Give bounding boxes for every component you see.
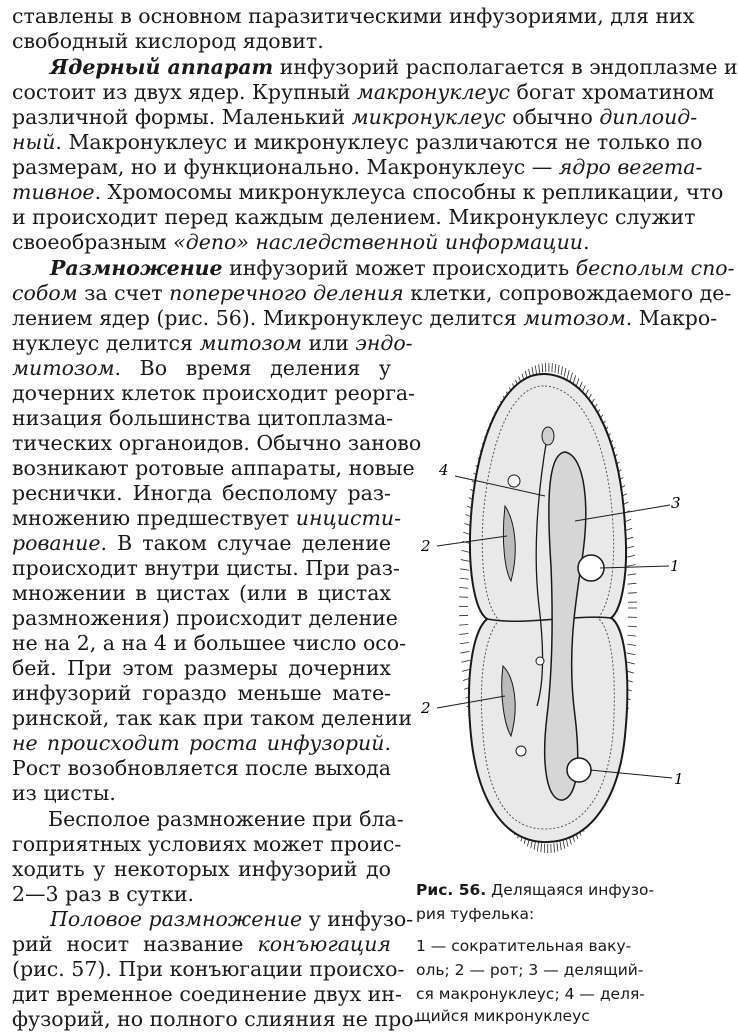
text-run: . — [384, 731, 391, 755]
text-run: поперечного деления — [169, 281, 404, 305]
text-run: . Макронуклеус и микронуклеус различаются не только по — [55, 130, 702, 154]
text-run: Ядерный аппарат — [50, 55, 273, 79]
text-run: митозом — [199, 331, 302, 355]
text-run: множении в цистах (или в цистах — [12, 581, 391, 605]
vacuole-small — [536, 657, 544, 665]
text-run: множению предшествует — [12, 506, 296, 530]
cilium — [564, 368, 566, 377]
text-run: . Хромосомы микронуклеуса способны к репликации, что — [95, 180, 724, 204]
text-run: собом — [12, 281, 78, 305]
text-run: богат хроматином — [510, 80, 714, 104]
text-line — [12, 531, 391, 556]
text-run: инфузорий располагается в эндоплазме и — [273, 55, 737, 79]
text-line — [50, 256, 679, 281]
text-line — [12, 731, 391, 756]
text-run: Половое размножение — [50, 907, 302, 931]
text-run: . В таком случае деление — [100, 531, 391, 555]
cilium — [626, 555, 635, 557]
text-run: (рис. 57). При конъюгации происхо- — [12, 957, 404, 981]
text-line — [12, 481, 391, 506]
text-line — [12, 656, 391, 681]
cilium — [459, 587, 468, 588]
text-run: клетки, сопровождаемого де- — [404, 281, 732, 305]
cilium — [555, 364, 556, 373]
text-line — [12, 506, 391, 531]
text-run: обычно — [506, 105, 600, 129]
text-run: митозом — [523, 306, 626, 330]
figure-caption-line: рия туфелька: — [416, 902, 534, 926]
text-line — [12, 230, 679, 255]
text-line — [12, 281, 679, 306]
text-run: нуклеус делится — [12, 331, 199, 355]
text-line — [12, 406, 391, 431]
text-run: митозом — [12, 356, 115, 380]
text-line — [12, 80, 679, 105]
text-line — [12, 180, 679, 205]
text-line — [12, 205, 679, 230]
text-run: . Макро- — [626, 306, 717, 330]
text-line — [12, 681, 391, 706]
vacuole-small — [508, 475, 520, 487]
text-run: инфузорий гораздо меньше мате- — [12, 681, 391, 705]
text-run: своеобразным — [12, 230, 173, 254]
text-run: 2—3 раз в сутки. — [12, 882, 194, 906]
text-line — [12, 882, 391, 907]
text-line — [12, 932, 391, 957]
text-line — [12, 756, 391, 781]
text-run: ставлены в основном паразитическими инфузориями, для них — [12, 4, 694, 28]
cilium — [627, 574, 636, 575]
text-line — [12, 105, 679, 130]
cilium — [628, 583, 637, 584]
text-run: состоит из двух ядер. Крупный — [12, 80, 357, 104]
text-run: ходить у некоторых инфузорий до — [12, 857, 391, 881]
text-run: Рост возобновляется после выхода — [12, 756, 391, 780]
cilium — [628, 626, 637, 627]
text-line — [12, 4, 679, 29]
text-run: «депо» наследственной информации — [173, 230, 583, 254]
text-line — [12, 832, 391, 857]
text-run: гоприятных условиях может проис- — [12, 832, 401, 856]
cilium — [627, 565, 636, 567]
text-line — [12, 957, 391, 982]
cilium — [628, 593, 637, 594]
figure-legend-line: щийся микронуклеус — [416, 1004, 590, 1028]
text-run: тических органоидов. Обычно заново — [12, 431, 421, 455]
micronucleus-pole — [542, 427, 554, 445]
text-run: тивное — [12, 180, 95, 204]
label-3: 3 — [671, 494, 681, 512]
text-line — [12, 706, 391, 731]
text-line — [12, 631, 391, 656]
text-run: микронуклеус — [352, 105, 506, 129]
cilium — [554, 843, 555, 852]
cilium — [627, 635, 636, 636]
text-run: ядро вегета- — [559, 155, 703, 179]
text-run: и происходит перед каждым делением. Микронуклеус служит — [12, 205, 695, 229]
cilium — [627, 653, 636, 655]
text-line — [12, 356, 391, 381]
text-run: дочерних клеток происходит реорга- — [12, 381, 415, 405]
figure-legend-line: оль; 2 — рот; 3 — делящий- — [416, 958, 643, 982]
text-line — [12, 431, 391, 456]
text-line — [12, 331, 391, 356]
text-run: не на 2, а на 4 и большее число осо- — [12, 631, 406, 655]
label-4: 4 — [438, 461, 449, 479]
cilium — [460, 569, 469, 570]
text-line — [12, 306, 679, 331]
text-run: реснички. Иногда бесполому раз- — [12, 481, 391, 505]
text-line — [12, 456, 391, 481]
vacuole-lower — [567, 758, 591, 782]
vacuole-small — [516, 746, 526, 756]
text-run: из цисты. — [12, 781, 116, 805]
cilium — [573, 375, 576, 384]
cilium — [461, 550, 470, 552]
text-line — [50, 55, 679, 80]
cilium — [542, 364, 543, 373]
text-line — [12, 982, 391, 1007]
label-2-lower: 2 — [420, 699, 431, 717]
text-run: рий носит название — [12, 932, 258, 956]
text-line — [12, 381, 391, 406]
text-line — [12, 29, 679, 54]
cilium — [460, 578, 469, 579]
figure-legend-line: 1 — сократительная ваку- — [416, 934, 631, 958]
text-line — [12, 130, 679, 155]
text-run: за счет — [78, 281, 169, 305]
cilium — [626, 662, 635, 664]
cilium — [459, 624, 468, 625]
text-run: ринской, так как при таком делении — [12, 706, 412, 730]
cilium — [461, 560, 470, 562]
cilium — [537, 842, 538, 851]
text-run: эндо- — [355, 331, 412, 355]
text-run: инцисти- — [296, 506, 401, 530]
cilium — [539, 364, 540, 373]
text-run: дит временное соединение двух ин- — [12, 982, 402, 1006]
label-1-lower: 1 — [674, 770, 684, 788]
cilium — [535, 366, 536, 375]
text-run: различной формы. Маленький — [12, 105, 352, 129]
text-line — [50, 907, 391, 932]
text-run: фузорий, но полного слияния не про- — [12, 1007, 421, 1031]
text-line — [12, 556, 391, 581]
text-run: инфузорий может происходить — [223, 256, 576, 280]
text-line — [12, 155, 679, 180]
text-run: свободный кислород ядовит. — [12, 29, 324, 53]
cilium — [460, 633, 469, 634]
cilium — [570, 372, 572, 381]
text-run: ный — [12, 130, 55, 154]
label-1-upper: 1 — [670, 557, 680, 575]
text-run: происходит внутри цисты. При раз- — [12, 556, 400, 580]
text-run: лением ядер (рис. 56). Микронуклеус делится — [12, 306, 523, 330]
text-run: рование — [12, 531, 100, 555]
cilium — [460, 642, 469, 643]
text-run: или — [302, 331, 355, 355]
text-run: размерам, но и функционально. Макронуклеус — — [12, 155, 559, 179]
cilium — [567, 370, 569, 379]
text-run: . — [583, 230, 590, 254]
label-2-upper: 2 — [420, 537, 431, 555]
text-run: Размножение — [50, 256, 223, 280]
cilium — [557, 843, 558, 852]
text-run: низация большинства цитоплазма- — [12, 406, 393, 430]
cilium — [461, 660, 470, 662]
cilium — [561, 366, 562, 375]
text-run: диплоид- — [599, 105, 697, 129]
text-line — [12, 781, 391, 806]
text-run: не происходит роста инфузорий — [12, 731, 384, 755]
text-line — [12, 1007, 391, 1032]
text-line — [12, 857, 391, 882]
text-run: у инфузо- — [302, 907, 413, 931]
cilium — [541, 843, 542, 852]
figure-legend-line: ся макронуклеус; 4 — деля- — [416, 982, 645, 1006]
cilium — [563, 840, 565, 849]
text-run: бесполым спо- — [576, 256, 735, 280]
cilium — [558, 365, 559, 374]
text-run: размножения) происходит деление — [12, 606, 398, 630]
cilium — [534, 841, 535, 850]
text-run: возникают ротовые аппараты, новые — [12, 456, 415, 480]
text-line — [12, 606, 391, 631]
text-run: конъюгация — [258, 932, 391, 956]
text-run: . Во время деления у — [115, 356, 392, 380]
text-run: Бесполое размножение при бла- — [48, 807, 404, 831]
text-line — [48, 807, 391, 832]
text-run: макронуклеус — [357, 80, 510, 104]
cilium — [560, 841, 561, 850]
figure-paramecium — [415, 356, 691, 852]
cilium — [461, 651, 470, 653]
text-run: бей. При этом размеры дочерних — [12, 656, 391, 680]
figure-caption-title: Рис. 56. Делящаяся инфузо- — [416, 878, 654, 902]
cilium — [627, 644, 636, 645]
text-line — [12, 581, 391, 606]
